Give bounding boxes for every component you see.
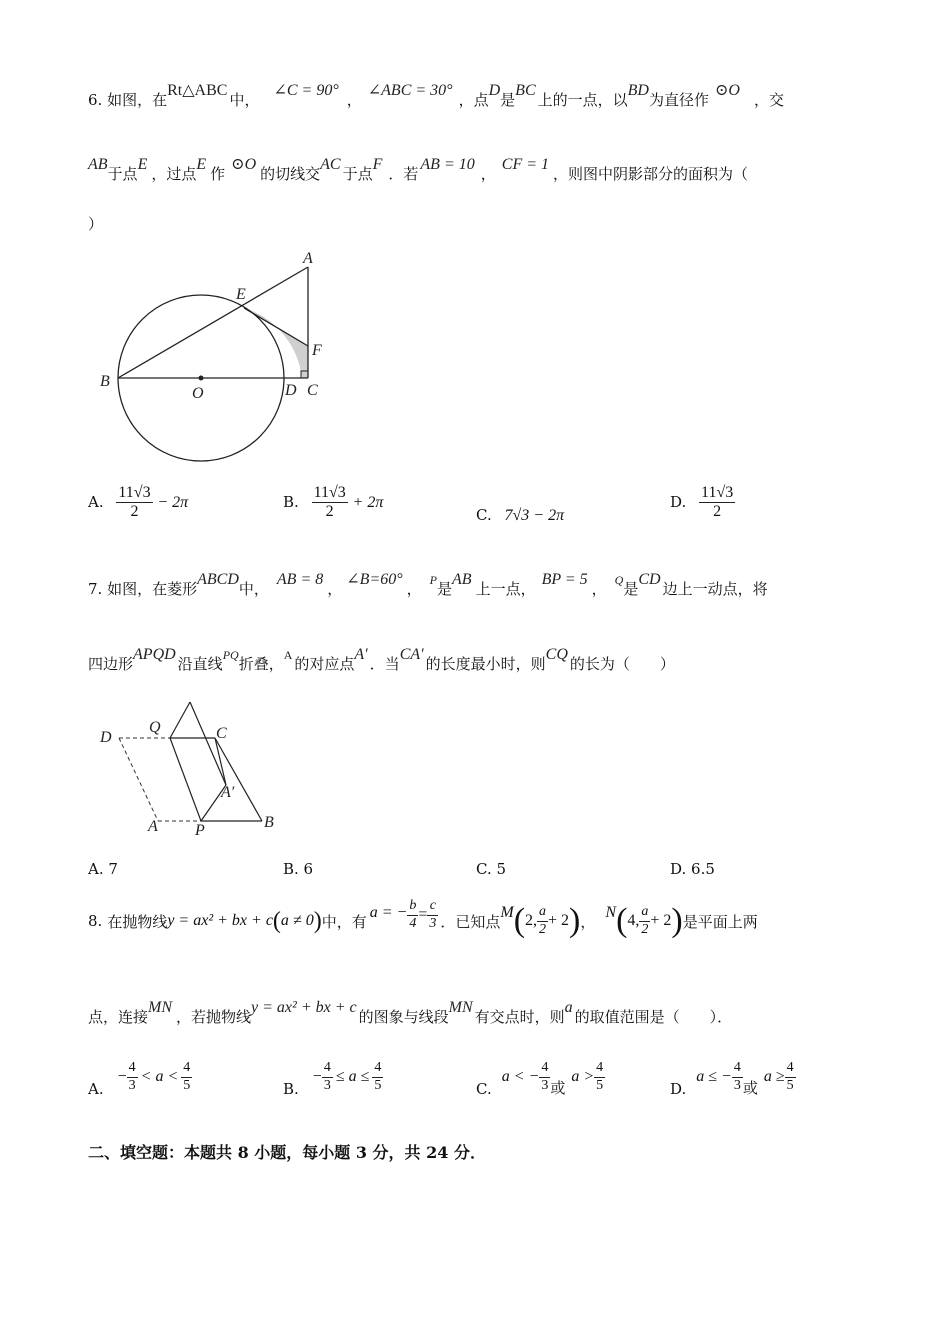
- q6-tangent-ef: [244, 308, 308, 346]
- q8-number: 8.: [88, 912, 103, 930]
- angle-b: ∠B=60°: [346, 571, 403, 588]
- q6-label-c: C: [307, 382, 318, 399]
- q6-label-d: D: [285, 382, 297, 399]
- q7-option-a[interactable]: A. 7: [88, 860, 118, 878]
- q6-close-paren: ）: [88, 215, 104, 233]
- q6-option-a[interactable]: A. $\frac{11√3}{2}$ − 2π: [88, 484, 189, 521]
- q7-option-c[interactable]: C. 5: [476, 860, 507, 878]
- point-n: N: [605, 904, 617, 921]
- q6-number: 6.: [88, 91, 103, 109]
- q7-line2: 四边形APQD沿直线$^{PQ}$折叠，$^A$ 的对应点A′．当CA′的长度最小时，则CQ的长为（ ）: [88, 646, 675, 673]
- q6-label-e: E: [236, 286, 246, 303]
- q8-option-c[interactable]: C. a < − $\frac{4}{3}$ 或 a > $\frac{4}{5}$: [476, 1060, 604, 1098]
- cf-equals-1: CF = 1: [501, 156, 550, 173]
- q6-label-f: F: [312, 342, 322, 359]
- circle-o: ⊙O: [714, 82, 740, 99]
- q6-line1: 6. 如图，在Rt△ABC中，∠C = 90°，∠ABC = 30°，点D是BC上的一点，以BD为直径作⊙O，交: [88, 82, 784, 109]
- q8-option-a[interactable]: A. − $\frac{4}{3}$ < a < $\frac{4}{5}$: [88, 1060, 191, 1098]
- q7-line-cb: [215, 738, 262, 821]
- angle-abc: ∠ABC = 30°: [367, 82, 453, 99]
- point-m: M: [500, 904, 514, 921]
- q7-label-a-prime: A′: [221, 784, 235, 801]
- q8-option-d[interactable]: D. a ≤ − $\frac{4}{3}$ 或 a ≥ $\frac{4}{5}$: [670, 1060, 794, 1098]
- q7-label-q: Q: [149, 719, 161, 736]
- q8-line2: 点，连接MN，若抛物线y = ax² + bx + c的图象与线段MN有交点时，则a的取值范围是（ ）．: [88, 999, 733, 1026]
- section-2-title: 二、填空题：本题共 8 小题，每小题 3 分，共 24 分．: [88, 1143, 486, 1162]
- q6-line2: AB于点E，过点E作⊙O的切线交AC于点F．若AB = 10，CF = 1，则图中阴影部分的面积为（: [88, 156, 749, 183]
- q6-option-c[interactable]: C. 7√3 − 2π: [476, 506, 565, 524]
- q6-label-b: B: [100, 373, 110, 390]
- q7-label-p: P: [195, 822, 205, 839]
- q6-figure: [95, 245, 355, 470]
- q7-fold-dap: [190, 702, 226, 785]
- angle-c: ∠C = 90°: [273, 82, 339, 99]
- condition-a-nonzero: a ≠ 0: [280, 912, 314, 929]
- q7-option-d[interactable]: D. 6.5: [670, 860, 715, 878]
- q6-center-dot: [199, 376, 204, 381]
- parabola-equation: y = ax² + bx + c: [167, 912, 273, 929]
- q6-label-o: O: [192, 385, 204, 402]
- bp-equals-5: BP = 5: [541, 571, 588, 588]
- q7-label-c: C: [216, 725, 227, 742]
- q7-label-a: A: [148, 818, 158, 835]
- q7-line-pq: [170, 738, 201, 821]
- quad-apqd: APQD: [133, 646, 176, 663]
- q7-option-b[interactable]: B. 6: [283, 860, 314, 878]
- segment-mn: MN: [148, 999, 173, 1016]
- q7-fold-qd: [170, 702, 190, 738]
- rhombus-abcd: ABCD: [197, 571, 239, 588]
- q6-line-ab: [118, 267, 308, 378]
- ab-equals-8: AB = 8: [276, 571, 324, 588]
- q6-option-b[interactable]: B. $\frac{11√3}{2}$ + 2π: [283, 484, 384, 521]
- q7-figure: [95, 695, 295, 840]
- q7-label-d: D: [100, 729, 112, 746]
- q7-number: 7.: [88, 580, 103, 598]
- rt-triangle-abc: Rt△ABC: [167, 82, 228, 99]
- q6-option-d[interactable]: D. $\frac{11√3}{2}$: [670, 484, 734, 521]
- ab-equals-10: AB = 10: [420, 156, 475, 173]
- q7-line1: 7. 如图，在菱形ABCD中，AB = 8，∠B=60°， $^P$是AB上一点，BP = 5， $^Q$是CD边上一动点，将: [88, 571, 768, 598]
- q7-line-ca: [215, 738, 226, 785]
- q6-label-a: A: [303, 250, 313, 267]
- q7-dashed-da: [119, 738, 158, 821]
- q8-line1: 8. 在抛物线 y = ax² + bx + c ( a ≠ 0 ) 中，有 a = − $\frac{b}{4}$ = $\frac{c}{3}$ ．已知点 M ( 2, $\frac{a}{2}$ + 2 ) ， N ( 4, $\frac{a}{2}$ + 2 ) 是平面上两: [88, 898, 758, 939]
- q8-option-b[interactable]: B. − $\frac{4}{3}$ ≤ a ≤ $\frac{4}{5}$: [283, 1060, 382, 1098]
- q7-label-b: B: [264, 814, 274, 831]
